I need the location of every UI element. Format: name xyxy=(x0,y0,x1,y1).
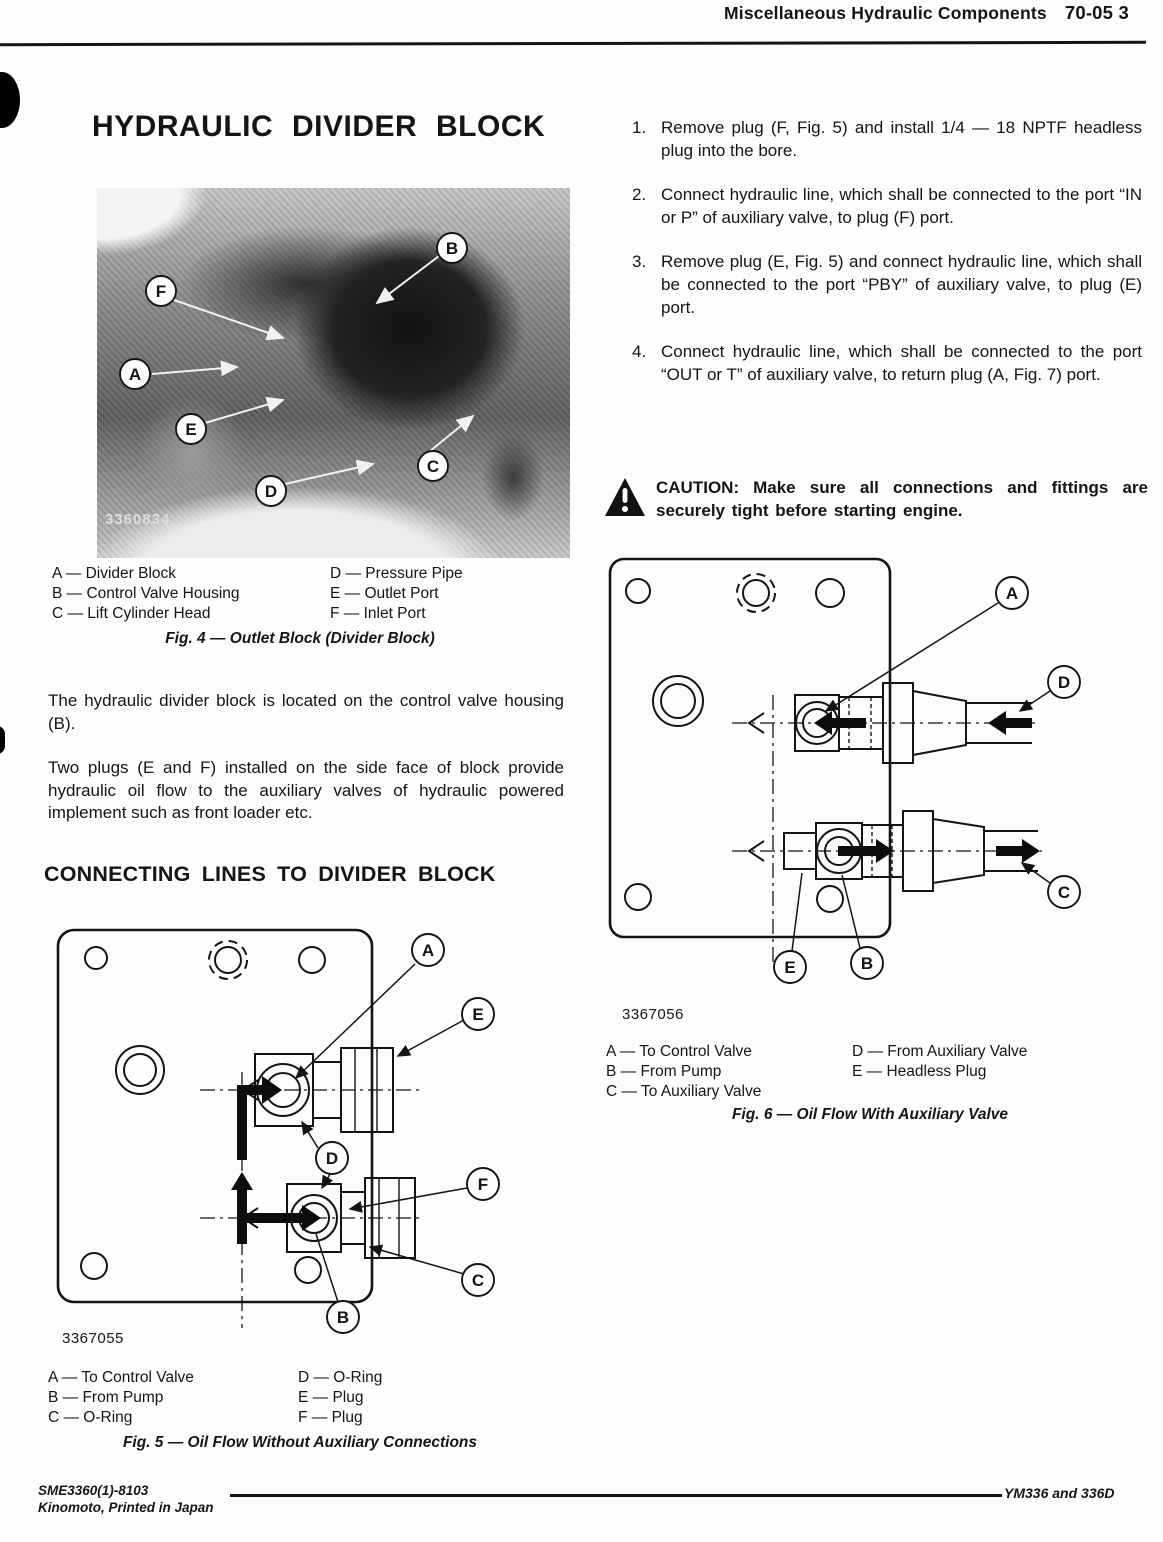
callout-f xyxy=(146,276,176,306)
callout-d xyxy=(256,476,286,506)
callout-e xyxy=(774,951,806,983)
svg-text:F: F xyxy=(477,1175,489,1194)
fig6-legend-left xyxy=(606,1042,761,1102)
step-3 xyxy=(632,250,1142,319)
fig5-diagram xyxy=(50,922,520,1336)
fig5-plate xyxy=(58,930,372,1302)
callout-c xyxy=(462,1264,494,1296)
callout-e xyxy=(176,414,206,444)
legend-item: A — Divider Block xyxy=(52,565,177,582)
legend-item: E — Headless Plug xyxy=(852,1063,987,1080)
step-text: Connect hydraulic line, which shall be connected to the port “OUT or T” of auxiliary valve, to return plug (A, Fig. 7) port. xyxy=(661,342,1142,384)
svg-text:E: E xyxy=(472,1005,484,1024)
legend-item: D — Pressure Pipe xyxy=(330,565,463,582)
fig6-caption: Fig. 6 — Oil Flow With Auxiliary Valve xyxy=(731,1106,1009,1123)
legend-item: A — To Control Valve xyxy=(48,1369,194,1386)
svg-text:D: D xyxy=(1057,673,1071,692)
svg-text:D: D xyxy=(325,1149,339,1168)
caution-label: CAUTION: xyxy=(656,478,740,497)
fig6-photo-id: 3367056 xyxy=(622,1006,684,1023)
callout-c xyxy=(1048,876,1080,908)
page-header xyxy=(724,2,1129,24)
binding-mark-artifact xyxy=(0,726,5,754)
page-title: HYDRAULIC DIVIDER BLOCK xyxy=(92,110,546,143)
fig5-legend-right xyxy=(298,1368,382,1428)
callout-c xyxy=(418,451,448,481)
fig5-photo-id: 3367055 xyxy=(62,1330,124,1347)
svg-text:E: E xyxy=(185,420,197,439)
caution-text xyxy=(656,476,1148,522)
callout-d xyxy=(316,1142,348,1174)
callout-a xyxy=(120,359,150,389)
section-heading: CONNECTING LINES TO DIVIDER BLOCK xyxy=(44,862,496,886)
fig5-caption: Fig. 5 — Oil Flow Without Auxiliary Connections xyxy=(122,1434,478,1451)
header-rule xyxy=(0,41,1146,46)
step-number: 3. xyxy=(632,252,647,271)
fig4-caption: Fig. 4 — Outlet Block (Divider Block) xyxy=(165,630,435,647)
body-paragraph-1: The hydraulic divider block is located on the control valve housing (B). xyxy=(48,691,564,733)
fig4-photo xyxy=(97,188,570,558)
svg-text:C: C xyxy=(426,457,440,476)
footer-printed-in: Kinomoto, Printed in Japan xyxy=(38,1500,214,1515)
legend-item: B — Control Valve Housing xyxy=(52,585,240,602)
callout-a xyxy=(996,577,1028,609)
fig4-legend-left xyxy=(52,564,240,624)
fig5-legend-left xyxy=(48,1368,194,1428)
fig4-photo-id: 3360834 xyxy=(105,511,171,528)
step-number: 1. xyxy=(632,118,647,137)
body-paragraph-2: Two plugs (E and F) installed on the side face of block provide hydraulic oil flow to the auxiliary valves of hydraulic powered implement such as front loader etc. xyxy=(48,758,564,822)
fig4-legend-right xyxy=(330,564,463,624)
page-number: 70-05 3 xyxy=(1064,2,1129,23)
svg-text:C: C xyxy=(471,1271,485,1290)
footer-doc-code: SME3360(1)-8103 xyxy=(38,1483,149,1498)
legend-item: C — To Auxiliary Valve xyxy=(606,1083,762,1100)
callout-b xyxy=(327,1301,359,1333)
svg-text:E: E xyxy=(784,958,796,977)
legend-item: F — Inlet Port xyxy=(330,605,426,622)
step-number: 2. xyxy=(632,185,647,204)
procedure-steps xyxy=(632,116,1142,407)
fig6-leader-lines xyxy=(792,603,1050,951)
step-text: Remove plug (E, Fig. 5) and connect hydraulic line, which shall be connected to the port “PBY” of auxiliary valve, to plug (E) port. xyxy=(661,252,1142,317)
footer-doc-info xyxy=(38,1482,214,1516)
callout-d xyxy=(1048,666,1080,698)
svg-text:A: A xyxy=(421,941,435,960)
step-text: Connect hydraulic line, which shall be connected to the port “IN or P” of auxiliary valve, to plug (F) port. xyxy=(661,185,1142,227)
svg-text:A: A xyxy=(1005,584,1019,603)
fig6-diagram xyxy=(592,545,1162,1007)
svg-text:A: A xyxy=(128,365,142,384)
callout-e xyxy=(462,998,494,1030)
svg-text:C: C xyxy=(1057,883,1071,902)
svg-text:B: B xyxy=(860,954,874,973)
warning-triangle-icon xyxy=(604,476,646,520)
legend-item: C — Lift Cylinder Head xyxy=(52,605,211,622)
step-number: 4. xyxy=(632,342,647,361)
legend-item: E — Outlet Port xyxy=(330,585,439,602)
step-1 xyxy=(632,116,1142,162)
legend-item: B — From Pump xyxy=(48,1389,164,1406)
svg-text:B: B xyxy=(445,239,459,258)
callout-b xyxy=(851,947,883,979)
fig6-legend-right xyxy=(852,1042,1027,1082)
legend-item: D — O-Ring xyxy=(298,1369,383,1386)
footer-models: YM336 and 336D xyxy=(1004,1485,1115,1501)
callout-f xyxy=(467,1168,499,1200)
footer-rule xyxy=(230,1494,1002,1497)
legend-item: F — Plug xyxy=(298,1409,363,1426)
callout-b xyxy=(437,233,467,263)
svg-text:B: B xyxy=(336,1308,350,1327)
svg-text:D: D xyxy=(264,482,278,501)
caution-note xyxy=(604,476,1149,522)
callout-a xyxy=(412,934,444,966)
header-title: Miscellaneous Hydraulic Components xyxy=(724,3,1047,23)
binding-hole-artifact xyxy=(0,72,20,128)
svg-text:F: F xyxy=(155,282,167,301)
step-text: Remove plug (F, Fig. 5) and install 1/4 — 18 NPTF headless plug into the bore. xyxy=(661,118,1142,160)
legend-item: E — Plug xyxy=(298,1389,364,1406)
step-4 xyxy=(632,340,1142,386)
legend-item: A — To Control Valve xyxy=(606,1043,752,1060)
caution-body: Make sure all connections and fittings are securely tight before starting engine. xyxy=(656,478,1148,520)
fig4-callout-overlay xyxy=(97,188,570,558)
fig4-leader-lines xyxy=(152,256,473,484)
legend-item: B — From Pump xyxy=(606,1063,722,1080)
legend-item: C — O-Ring xyxy=(48,1409,133,1426)
step-2 xyxy=(632,183,1142,229)
legend-item: D — From Auxiliary Valve xyxy=(852,1043,1028,1060)
